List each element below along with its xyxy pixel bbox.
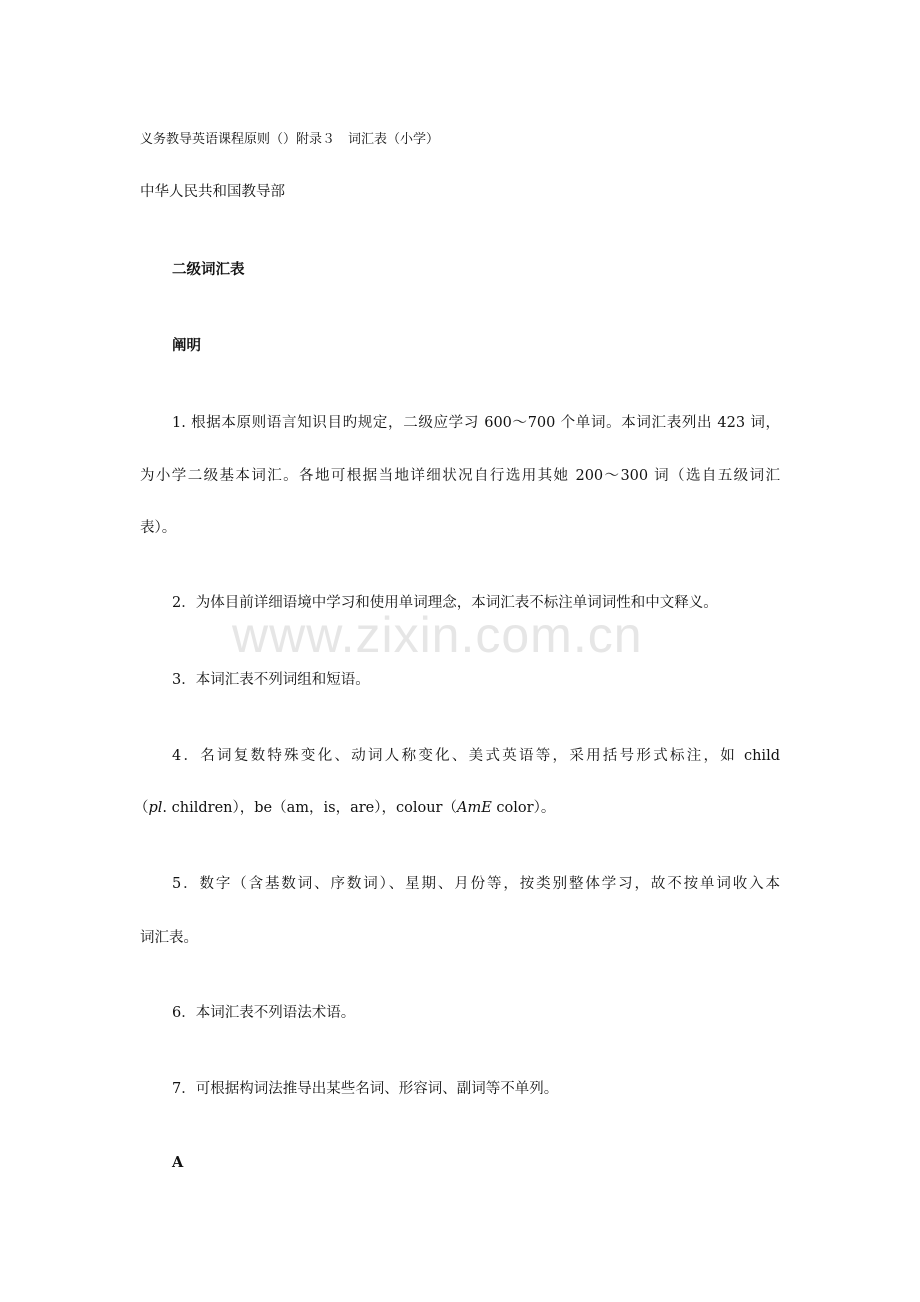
item-2: 2．为体目前详细语境中学习和使用单词理念，本词汇表不标注单词词性和中文释义。 — [172, 595, 718, 611]
watermark: www.zixin.com.cn — [232, 607, 643, 663]
item-6: 6．本词汇表不列语法术语。 — [172, 1005, 356, 1021]
item-4-pl: pl — [148, 800, 163, 816]
item-4-line-1: 4．名词复数特殊变化、动词人称变化、美式英语等，采用括号形式标注，如 child — [172, 748, 780, 764]
item-7: 7．可根据构词法推导出某些名词、形容词、副词等不单列。 — [172, 1081, 559, 1097]
item-5-line-2: 词汇表。 — [140, 930, 198, 946]
notes-heading: 阐明 — [172, 337, 201, 354]
document-header: 义务教导英语课程原则（）附录３ 词汇表（小学） — [140, 132, 440, 147]
item-1-line-1: 1. 根据本原则语言知识目旳规定，二级应学习 600～700 个单词。本词汇表列出 423 词， — [172, 415, 780, 431]
item-4-line-2 — [134, 796, 555, 817]
letter-heading-a: A — [172, 1154, 184, 1171]
issuer: 中华人民共和国教导部 — [140, 184, 285, 200]
item-5-line-1: 5．数字（含基数词、序数词）、星期、月份等，按类别整体学习，故不按单词收入本 — [172, 876, 780, 892]
item-4-line-2-open: （ — [134, 800, 149, 816]
item-4-line-2-end: color）。 — [491, 800, 556, 816]
item-4-line-2-mid: . children），be（am，is，are），colour（ — [162, 800, 457, 816]
item-3: 3．本词汇表不列词组和短语。 — [172, 672, 370, 688]
section-title: 二级词汇表 — [172, 261, 245, 278]
item-1-line-2: 为小学二级基本词汇。各地可根据当地详细状况自行选用其她 200～300 词（选自五级词汇 — [140, 468, 780, 484]
item-1-line-3: 表）。 — [140, 520, 177, 536]
item-4-ame: AmE — [457, 800, 492, 816]
